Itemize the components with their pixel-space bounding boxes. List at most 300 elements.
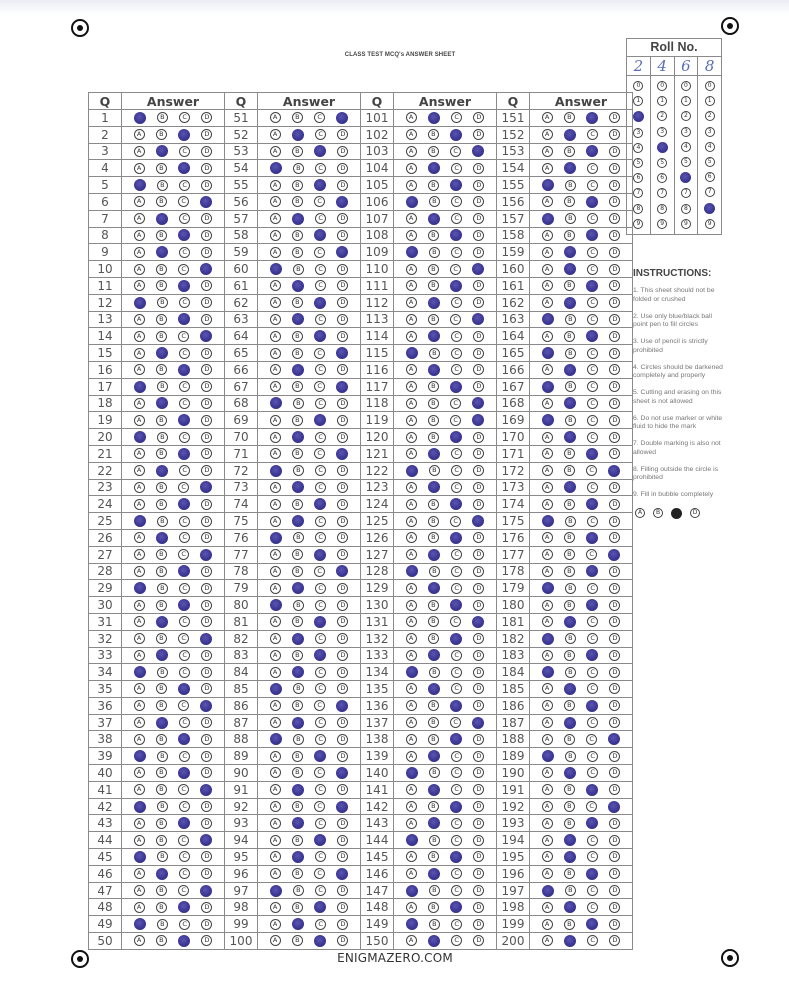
answer-bubble-c-filled[interactable] bbox=[178, 901, 190, 913]
answer-bubble-d[interactable]: D bbox=[201, 683, 212, 694]
answer-bubble-c-filled[interactable] bbox=[586, 817, 598, 829]
answer-bubble-d[interactable]: D bbox=[609, 196, 620, 207]
answer-bubble-a[interactable]: A bbox=[406, 213, 417, 224]
answer-bubble-d-filled[interactable] bbox=[472, 515, 484, 527]
answer-bubble-c[interactable]: C bbox=[315, 734, 326, 745]
answer-bubble-a[interactable]: A bbox=[406, 734, 417, 745]
answer-bubble-c-filled[interactable] bbox=[586, 448, 598, 460]
answer-bubble-d[interactable]: D bbox=[473, 784, 484, 795]
answer-bubble-a[interactable]: A bbox=[406, 583, 417, 594]
answer-bubble-a[interactable]: A bbox=[270, 516, 281, 527]
answer-bubble-a[interactable]: A bbox=[134, 230, 145, 241]
answer-bubble-c-filled[interactable] bbox=[450, 532, 462, 544]
answer-bubble-a[interactable]: A bbox=[270, 751, 281, 762]
answer-bubble-c-filled[interactable] bbox=[450, 851, 462, 863]
roll-digit-bubble[interactable]: 7 bbox=[681, 188, 691, 198]
answer-bubble-c[interactable]: C bbox=[179, 213, 190, 224]
answer-bubble-c[interactable]: C bbox=[586, 465, 597, 476]
answer-bubble-b[interactable]: B bbox=[156, 129, 167, 140]
answer-bubble-c[interactable]: C bbox=[587, 902, 598, 913]
answer-bubble-a-filled[interactable] bbox=[270, 532, 282, 544]
answer-bubble-c[interactable]: C bbox=[587, 835, 598, 846]
answer-bubble-c[interactable]: C bbox=[314, 868, 325, 879]
answer-bubble-d[interactable]: D bbox=[473, 801, 484, 812]
answer-bubble-d[interactable]: D bbox=[337, 465, 348, 476]
answer-bubble-c-filled[interactable] bbox=[178, 935, 190, 947]
answer-bubble-b[interactable]: B bbox=[564, 532, 575, 543]
answer-bubble-b-filled[interactable] bbox=[156, 649, 168, 661]
answer-bubble-d[interactable]: D bbox=[473, 448, 484, 459]
answer-bubble-b-filled[interactable] bbox=[428, 784, 440, 796]
answer-bubble-d[interactable]: D bbox=[201, 935, 212, 946]
answer-bubble-a[interactable]: A bbox=[406, 851, 417, 862]
answer-bubble-a[interactable]: A bbox=[542, 683, 553, 694]
answer-bubble-b-filled[interactable] bbox=[292, 851, 304, 863]
answer-bubble-c-filled[interactable] bbox=[586, 330, 598, 342]
answer-bubble-a[interactable]: A bbox=[406, 331, 417, 342]
answer-bubble-a[interactable]: A bbox=[270, 146, 281, 157]
answer-bubble-c-filled[interactable] bbox=[586, 280, 598, 292]
answer-bubble-c[interactable]: C bbox=[451, 566, 462, 577]
answer-bubble-a[interactable]: A bbox=[406, 516, 417, 527]
answer-bubble-c[interactable]: C bbox=[451, 465, 462, 476]
answer-bubble-b[interactable]: B bbox=[293, 600, 304, 611]
answer-bubble-a[interactable]: A bbox=[406, 683, 417, 694]
answer-bubble-d[interactable]: D bbox=[337, 331, 348, 342]
answer-bubble-c[interactable]: C bbox=[587, 297, 598, 308]
answer-bubble-c[interactable]: C bbox=[314, 112, 325, 123]
answer-bubble-d[interactable]: D bbox=[609, 566, 620, 577]
answer-bubble-a[interactable]: A bbox=[270, 415, 281, 426]
answer-bubble-a[interactable]: A bbox=[270, 297, 281, 308]
answer-bubble-c[interactable]: C bbox=[587, 398, 598, 409]
answer-bubble-a-filled[interactable] bbox=[134, 851, 146, 863]
answer-bubble-c-filled[interactable] bbox=[178, 498, 190, 510]
answer-bubble-b[interactable]: B bbox=[292, 180, 303, 191]
answer-bubble-a[interactable]: A bbox=[270, 432, 281, 443]
answer-bubble-b[interactable]: B bbox=[292, 499, 303, 510]
answer-bubble-a[interactable]: A bbox=[406, 415, 417, 426]
answer-bubble-b[interactable]: B bbox=[428, 432, 439, 443]
answer-bubble-d-filled[interactable] bbox=[336, 347, 348, 359]
answer-bubble-c[interactable]: C bbox=[315, 213, 326, 224]
answer-bubble-a-filled[interactable] bbox=[542, 213, 554, 225]
answer-bubble-a-filled[interactable] bbox=[542, 381, 554, 393]
answer-bubble-b-filled[interactable] bbox=[428, 112, 440, 124]
answer-bubble-c[interactable]: C bbox=[314, 348, 325, 359]
answer-bubble-a-filled[interactable] bbox=[134, 179, 146, 191]
answer-bubble-d[interactable]: D bbox=[609, 280, 620, 291]
answer-bubble-a[interactable]: A bbox=[134, 499, 145, 510]
answer-bubble-d[interactable]: D bbox=[337, 549, 348, 560]
answer-bubble-d-filled[interactable] bbox=[200, 885, 212, 897]
answer-bubble-b[interactable]: B bbox=[156, 935, 167, 946]
answer-bubble-a[interactable]: A bbox=[542, 297, 553, 308]
answer-bubble-c[interactable]: C bbox=[314, 566, 325, 577]
answer-bubble-a[interactable]: A bbox=[134, 868, 145, 879]
answer-bubble-c-filled[interactable] bbox=[586, 868, 598, 880]
answer-bubble-a[interactable]: A bbox=[270, 314, 281, 325]
answer-bubble-c[interactable]: C bbox=[587, 667, 598, 678]
answer-bubble-b[interactable]: B bbox=[157, 667, 168, 678]
answer-bubble-b[interactable]: B bbox=[292, 247, 303, 258]
answer-bubble-b-filled[interactable] bbox=[292, 666, 304, 678]
answer-bubble-a[interactable]: A bbox=[134, 196, 145, 207]
answer-bubble-c[interactable]: C bbox=[587, 264, 598, 275]
answer-bubble-d[interactable]: D bbox=[609, 348, 620, 359]
answer-bubble-a[interactable]: A bbox=[406, 280, 417, 291]
answer-bubble-b[interactable]: B bbox=[157, 516, 168, 527]
answer-bubble-c[interactable]: C bbox=[451, 751, 462, 762]
answer-bubble-b-filled[interactable] bbox=[428, 683, 440, 695]
answer-bubble-d[interactable]: D bbox=[337, 364, 348, 375]
answer-bubble-d[interactable]: D bbox=[473, 331, 484, 342]
answer-bubble-c-filled[interactable] bbox=[178, 448, 190, 460]
answer-bubble-c-filled[interactable] bbox=[178, 733, 190, 745]
answer-bubble-b-filled[interactable] bbox=[292, 515, 304, 527]
answer-bubble-b[interactable]: B bbox=[428, 381, 439, 392]
answer-bubble-d[interactable]: D bbox=[609, 213, 620, 224]
answer-bubble-a-filled[interactable] bbox=[406, 666, 418, 678]
answer-bubble-d[interactable]: D bbox=[337, 432, 348, 443]
answer-bubble-d[interactable]: D bbox=[473, 600, 484, 611]
answer-bubble-d[interactable]: D bbox=[201, 415, 212, 426]
answer-bubble-b[interactable]: B bbox=[428, 532, 439, 543]
answer-bubble-a[interactable]: A bbox=[542, 784, 553, 795]
answer-bubble-a[interactable]: A bbox=[270, 868, 281, 879]
answer-bubble-a[interactable]: A bbox=[270, 180, 281, 191]
answer-bubble-c[interactable]: C bbox=[178, 700, 189, 711]
answer-bubble-d[interactable]: D bbox=[473, 297, 484, 308]
answer-bubble-c[interactable]: C bbox=[315, 818, 326, 829]
answer-bubble-b[interactable]: B bbox=[156, 683, 167, 694]
answer-bubble-b[interactable]: B bbox=[292, 230, 303, 241]
answer-bubble-b[interactable]: B bbox=[293, 885, 304, 896]
answer-bubble-a[interactable]: A bbox=[134, 818, 145, 829]
answer-bubble-c-filled[interactable] bbox=[314, 330, 326, 342]
answer-bubble-b-filled[interactable] bbox=[428, 582, 440, 594]
answer-bubble-c[interactable]: C bbox=[451, 247, 462, 258]
answer-bubble-b[interactable]: B bbox=[292, 566, 303, 577]
answer-bubble-a[interactable]: A bbox=[542, 230, 553, 241]
answer-bubble-c[interactable]: C bbox=[179, 717, 190, 728]
answer-bubble-b[interactable]: B bbox=[156, 499, 167, 510]
answer-bubble-a[interactable]: A bbox=[134, 532, 145, 543]
answer-bubble-a[interactable]: A bbox=[134, 767, 145, 778]
answer-bubble-d[interactable]: D bbox=[337, 919, 348, 930]
answer-bubble-a[interactable]: A bbox=[406, 314, 417, 325]
answer-bubble-a-filled[interactable] bbox=[134, 582, 146, 594]
answer-bubble-a-filled[interactable] bbox=[406, 196, 418, 208]
answer-bubble-d-filled[interactable] bbox=[472, 263, 484, 275]
answer-bubble-b-filled[interactable] bbox=[564, 834, 576, 846]
answer-bubble-c-filled[interactable] bbox=[178, 767, 190, 779]
answer-bubble-a[interactable]: A bbox=[542, 734, 553, 745]
answer-bubble-d[interactable]: D bbox=[609, 264, 620, 275]
answer-bubble-a[interactable]: A bbox=[406, 230, 417, 241]
answer-bubble-d[interactable]: D bbox=[201, 247, 212, 258]
answer-bubble-b-filled[interactable] bbox=[292, 717, 304, 729]
answer-bubble-d[interactable]: D bbox=[473, 129, 484, 140]
answer-bubble-b[interactable]: B bbox=[156, 264, 167, 275]
answer-bubble-a[interactable]: A bbox=[542, 448, 553, 459]
answer-bubble-d[interactable]: D bbox=[473, 465, 484, 476]
answer-bubble-a[interactable]: A bbox=[270, 348, 281, 359]
answer-bubble-c[interactable]: C bbox=[315, 633, 326, 644]
answer-bubble-b[interactable]: B bbox=[564, 919, 575, 930]
answer-bubble-a[interactable]: A bbox=[406, 129, 417, 140]
answer-bubble-a[interactable]: A bbox=[270, 549, 281, 560]
answer-bubble-a[interactable]: A bbox=[270, 633, 281, 644]
answer-bubble-d[interactable]: D bbox=[609, 532, 620, 543]
answer-bubble-d[interactable]: D bbox=[337, 180, 348, 191]
answer-bubble-c[interactable]: C bbox=[587, 516, 598, 527]
answer-bubble-c[interactable]: C bbox=[587, 583, 598, 594]
answer-bubble-b[interactable]: B bbox=[156, 482, 167, 493]
answer-bubble-b[interactable]: B bbox=[565, 516, 576, 527]
answer-bubble-c-filled[interactable] bbox=[178, 280, 190, 292]
roll-digit-bubble[interactable]: 0 bbox=[705, 81, 715, 91]
answer-bubble-d[interactable]: D bbox=[473, 381, 484, 392]
answer-bubble-c-filled[interactable] bbox=[586, 112, 598, 124]
answer-bubble-a[interactable]: A bbox=[542, 364, 553, 375]
answer-bubble-b-filled[interactable] bbox=[564, 246, 576, 258]
answer-bubble-c[interactable]: C bbox=[178, 196, 189, 207]
answer-bubble-d[interactable]: D bbox=[609, 919, 620, 930]
answer-bubble-b[interactable]: B bbox=[428, 398, 439, 409]
answer-bubble-a[interactable]: A bbox=[542, 465, 553, 476]
answer-bubble-d-filled[interactable] bbox=[472, 616, 484, 628]
answer-bubble-c-filled[interactable] bbox=[314, 549, 326, 561]
answer-bubble-b[interactable]: B bbox=[156, 566, 167, 577]
answer-bubble-b-filled[interactable] bbox=[428, 297, 440, 309]
roll-digit-bubble[interactable]: 9 bbox=[657, 219, 667, 229]
answer-bubble-b[interactable]: B bbox=[564, 818, 575, 829]
answer-bubble-d-filled[interactable] bbox=[336, 112, 348, 124]
answer-bubble-b[interactable]: B bbox=[428, 616, 439, 627]
answer-bubble-d[interactable]: D bbox=[609, 717, 620, 728]
answer-bubble-b[interactable]: B bbox=[428, 129, 439, 140]
answer-bubble-a-filled[interactable] bbox=[134, 666, 146, 678]
answer-bubble-c[interactable]: C bbox=[314, 381, 325, 392]
answer-bubble-c[interactable]: C bbox=[179, 432, 190, 443]
answer-bubble-b[interactable]: B bbox=[429, 835, 440, 846]
answer-bubble-c-filled[interactable] bbox=[178, 364, 190, 376]
answer-bubble-c[interactable]: C bbox=[587, 381, 598, 392]
answer-bubble-d[interactable]: D bbox=[609, 650, 620, 661]
answer-bubble-b[interactable]: B bbox=[156, 415, 167, 426]
answer-bubble-c[interactable]: C bbox=[587, 683, 598, 694]
answer-bubble-d[interactable]: D bbox=[337, 297, 348, 308]
answer-bubble-c[interactable]: C bbox=[315, 465, 326, 476]
answer-bubble-c[interactable]: C bbox=[315, 683, 326, 694]
answer-bubble-c-filled[interactable] bbox=[586, 532, 598, 544]
answer-bubble-a[interactable]: A bbox=[270, 566, 281, 577]
roll-digit-bubble[interactable]: 1 bbox=[657, 96, 667, 106]
answer-bubble-b[interactable]: B bbox=[293, 532, 304, 543]
answer-bubble-d[interactable]: D bbox=[473, 885, 484, 896]
answer-bubble-d[interactable]: D bbox=[473, 868, 484, 879]
answer-bubble-b-filled[interactable] bbox=[564, 481, 576, 493]
answer-bubble-a-filled[interactable] bbox=[134, 431, 146, 443]
answer-bubble-d-filled[interactable] bbox=[200, 633, 212, 645]
answer-bubble-b[interactable]: B bbox=[428, 499, 439, 510]
answer-bubble-a[interactable]: A bbox=[406, 448, 417, 459]
answer-bubble-b[interactable]: B bbox=[292, 331, 303, 342]
answer-bubble-a[interactable]: A bbox=[134, 835, 145, 846]
answer-bubble-d[interactable]: D bbox=[473, 583, 484, 594]
answer-bubble-b[interactable]: B bbox=[564, 331, 575, 342]
answer-bubble-d[interactable]: D bbox=[201, 314, 212, 325]
roll-digit-bubble[interactable]: 4 bbox=[633, 143, 643, 153]
answer-bubble-b[interactable]: B bbox=[564, 801, 575, 812]
answer-bubble-d[interactable]: D bbox=[473, 532, 484, 543]
answer-bubble-b[interactable]: B bbox=[564, 230, 575, 241]
answer-bubble-d[interactable]: D bbox=[337, 600, 348, 611]
answer-bubble-c[interactable]: C bbox=[178, 549, 189, 560]
answer-bubble-c[interactable]: C bbox=[587, 935, 598, 946]
answer-bubble-b-filled[interactable] bbox=[156, 616, 168, 628]
answer-bubble-d[interactable]: D bbox=[473, 364, 484, 375]
roll-digit-bubble[interactable]: 0 bbox=[633, 81, 643, 91]
answer-bubble-a[interactable]: A bbox=[406, 650, 417, 661]
roll-digit-bubble[interactable]: 6 bbox=[705, 172, 715, 182]
answer-bubble-d[interactable]: D bbox=[201, 112, 212, 123]
answer-bubble-c[interactable]: C bbox=[450, 146, 461, 157]
answer-bubble-b-filled[interactable] bbox=[428, 868, 440, 880]
answer-bubble-d[interactable]: D bbox=[473, 633, 484, 644]
answer-bubble-a-filled[interactable] bbox=[270, 599, 282, 611]
answer-bubble-c[interactable]: C bbox=[450, 264, 461, 275]
answer-bubble-d[interactable]: D bbox=[201, 532, 212, 543]
answer-bubble-d[interactable]: D bbox=[609, 499, 620, 510]
answer-bubble-b[interactable]: B bbox=[292, 448, 303, 459]
answer-bubble-c[interactable]: C bbox=[315, 129, 326, 140]
answer-bubble-d[interactable]: D bbox=[337, 415, 348, 426]
answer-bubble-c-filled[interactable] bbox=[178, 229, 190, 241]
answer-bubble-c[interactable]: C bbox=[450, 415, 461, 426]
answer-bubble-c[interactable]: C bbox=[315, 364, 326, 375]
answer-bubble-b-filled[interactable] bbox=[564, 717, 576, 729]
answer-bubble-c[interactable]: C bbox=[587, 633, 598, 644]
answer-bubble-d-filled[interactable] bbox=[200, 784, 212, 796]
answer-bubble-a-filled[interactable] bbox=[270, 263, 282, 275]
answer-bubble-b[interactable]: B bbox=[428, 851, 439, 862]
answer-bubble-a-filled[interactable] bbox=[542, 582, 554, 594]
answer-bubble-c[interactable]: C bbox=[179, 146, 190, 157]
answer-bubble-a-filled[interactable] bbox=[134, 750, 146, 762]
answer-bubble-d[interactable]: D bbox=[201, 717, 212, 728]
answer-bubble-b[interactable]: B bbox=[564, 196, 575, 207]
answer-bubble-b[interactable]: B bbox=[156, 314, 167, 325]
answer-bubble-c[interactable]: C bbox=[315, 717, 326, 728]
answer-bubble-c[interactable]: C bbox=[179, 381, 190, 392]
answer-bubble-b[interactable]: B bbox=[428, 146, 439, 157]
answer-bubble-d-filled[interactable] bbox=[608, 549, 620, 561]
answer-bubble-d[interactable]: D bbox=[473, 851, 484, 862]
answer-bubble-b[interactable]: B bbox=[157, 297, 168, 308]
answer-bubble-d[interactable]: D bbox=[201, 213, 212, 224]
answer-bubble-b[interactable]: B bbox=[292, 348, 303, 359]
answer-bubble-d[interactable]: D bbox=[201, 129, 212, 140]
answer-bubble-b[interactable]: B bbox=[292, 935, 303, 946]
answer-bubble-b-filled[interactable] bbox=[156, 465, 168, 477]
answer-bubble-c[interactable]: C bbox=[315, 482, 326, 493]
answer-bubble-c[interactable]: C bbox=[451, 683, 462, 694]
answer-bubble-c[interactable]: C bbox=[587, 213, 598, 224]
answer-bubble-b-filled[interactable] bbox=[564, 901, 576, 913]
answer-bubble-d[interactable]: D bbox=[609, 784, 620, 795]
answer-bubble-d[interactable]: D bbox=[337, 717, 348, 728]
answer-bubble-b[interactable]: B bbox=[292, 146, 303, 157]
answer-bubble-c-filled[interactable] bbox=[314, 616, 326, 628]
answer-bubble-c[interactable]: C bbox=[587, 163, 598, 174]
answer-bubble-b[interactable]: B bbox=[565, 633, 576, 644]
answer-bubble-a-filled[interactable] bbox=[406, 918, 418, 930]
answer-bubble-c-filled[interactable] bbox=[178, 599, 190, 611]
answer-bubble-b[interactable]: B bbox=[292, 767, 303, 778]
answer-bubble-c[interactable]: C bbox=[315, 667, 326, 678]
roll-digit-bubble[interactable]: 3 bbox=[657, 127, 667, 137]
answer-bubble-c-filled[interactable] bbox=[178, 414, 190, 426]
answer-bubble-a[interactable]: A bbox=[406, 432, 417, 443]
answer-bubble-d-filled[interactable] bbox=[472, 145, 484, 157]
answer-bubble-a[interactable]: A bbox=[134, 331, 145, 342]
answer-bubble-a[interactable]: A bbox=[270, 247, 281, 258]
answer-bubble-d[interactable]: D bbox=[609, 112, 620, 123]
answer-bubble-a[interactable]: A bbox=[406, 751, 417, 762]
answer-bubble-d[interactable]: D bbox=[337, 784, 348, 795]
answer-bubble-b[interactable]: B bbox=[428, 717, 439, 728]
answer-bubble-a[interactable]: A bbox=[134, 415, 145, 426]
answer-bubble-c[interactable]: C bbox=[315, 163, 326, 174]
answer-bubble-d[interactable]: D bbox=[609, 616, 620, 627]
answer-bubble-a[interactable]: A bbox=[270, 331, 281, 342]
answer-bubble-c-filled[interactable] bbox=[450, 381, 462, 393]
answer-bubble-c[interactable]: C bbox=[314, 247, 325, 258]
answer-bubble-b-filled[interactable] bbox=[564, 297, 576, 309]
answer-bubble-b[interactable]: B bbox=[156, 700, 167, 711]
answer-bubble-c[interactable]: C bbox=[451, 650, 462, 661]
answer-bubble-d-filled[interactable] bbox=[200, 834, 212, 846]
answer-bubble-a[interactable]: A bbox=[406, 364, 417, 375]
answer-bubble-d[interactable]: D bbox=[201, 163, 212, 174]
roll-digit-bubble[interactable]: 3 bbox=[705, 127, 715, 137]
answer-bubble-d[interactable]: D bbox=[201, 868, 212, 879]
answer-bubble-c-filled[interactable] bbox=[178, 162, 190, 174]
answer-bubble-a[interactable]: A bbox=[134, 935, 145, 946]
answer-bubble-c[interactable]: C bbox=[451, 448, 462, 459]
answer-bubble-b[interactable]: B bbox=[564, 700, 575, 711]
answer-bubble-d[interactable]: D bbox=[609, 482, 620, 493]
answer-bubble-b-filled[interactable] bbox=[156, 868, 168, 880]
answer-bubble-d[interactable]: D bbox=[337, 280, 348, 291]
answer-bubble-c-filled[interactable] bbox=[314, 179, 326, 191]
answer-bubble-a[interactable]: A bbox=[270, 482, 281, 493]
answer-bubble-c[interactable]: C bbox=[315, 600, 326, 611]
answer-bubble-c-filled[interactable] bbox=[178, 313, 190, 325]
answer-bubble-b[interactable]: B bbox=[156, 633, 167, 644]
answer-bubble-c[interactable]: C bbox=[179, 751, 190, 762]
answer-bubble-c-filled[interactable] bbox=[178, 683, 190, 695]
answer-bubble-c-filled[interactable] bbox=[178, 817, 190, 829]
answer-bubble-d[interactable]: D bbox=[337, 851, 348, 862]
answer-bubble-d-filled[interactable] bbox=[200, 481, 212, 493]
answer-bubble-b-filled[interactable] bbox=[292, 313, 304, 325]
answer-bubble-c-filled[interactable] bbox=[586, 599, 598, 611]
answer-bubble-c-filled[interactable] bbox=[586, 145, 598, 157]
answer-bubble-d[interactable]: D bbox=[609, 297, 620, 308]
